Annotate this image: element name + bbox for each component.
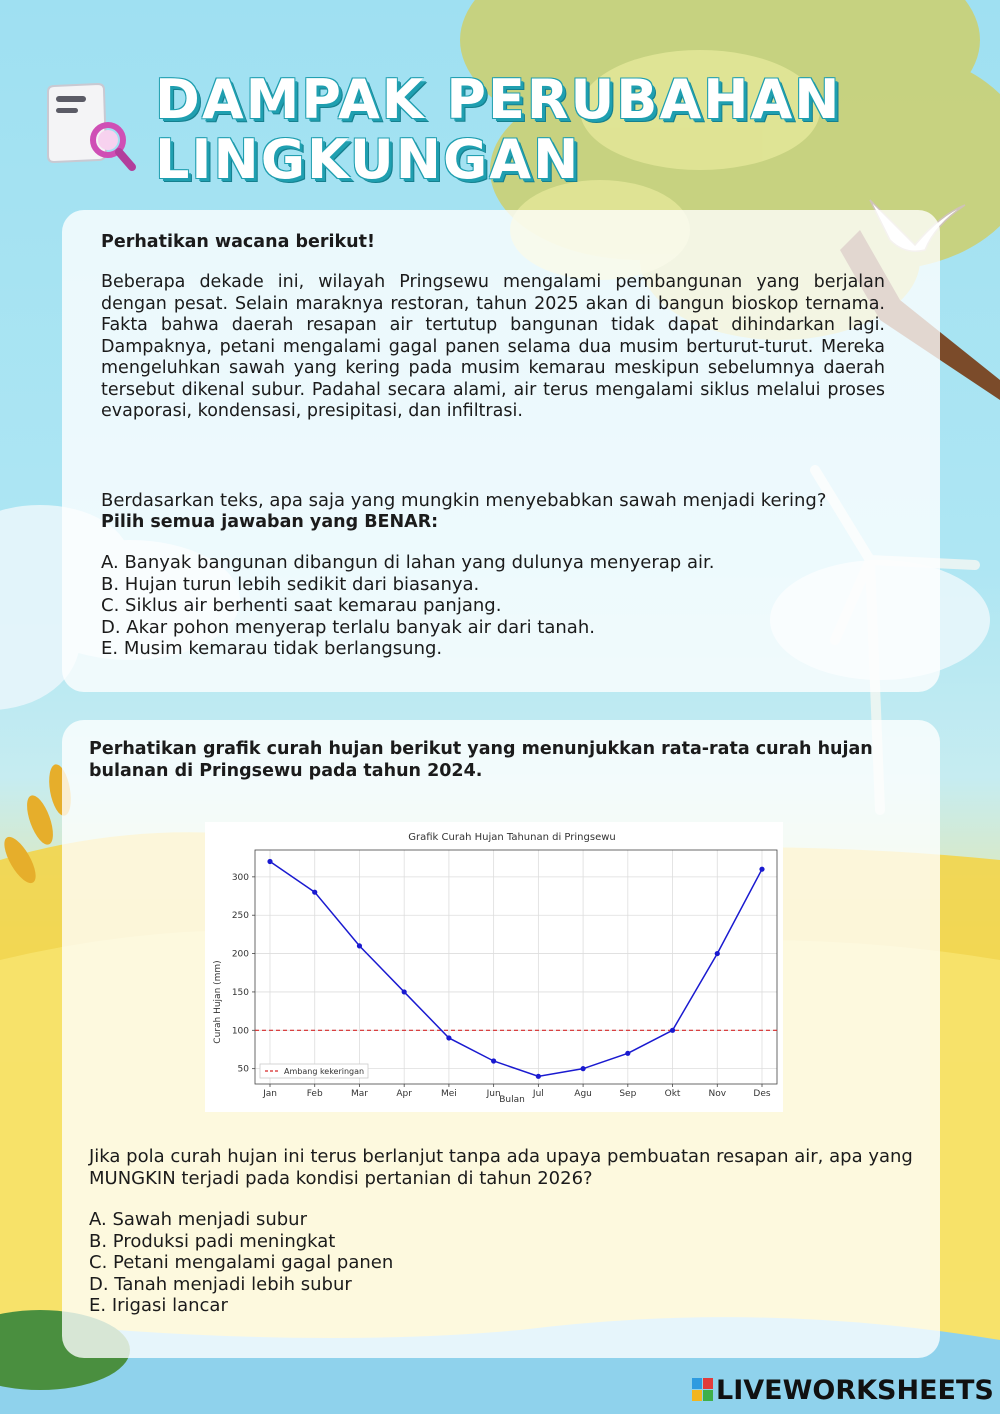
chart-series — [267, 859, 764, 1079]
passage-text: Beberapa dekade ini, wilayah Pringsewu mengalami pembangunan yang berjalan dengan pesat. Selain maraknya restoran, tahun 2025 akan di bangun bioskop ternama. Fakta bahwa daerah resapan air tertutup bangunan tidak dapat dihindarkan lagi. Dampaknya, petani mengalami gagal panen selama dua musim berturut-turut. Mereka mengeluhkan sawah yang kering pada musim kemarau meskipun sebelumnya daerah tersebut dikenal subur. Padahal secara alami, air terus mengalami siklus melalui proses evaporasi, kondensasi, presipitasi, dan infiltrasi. — [101, 272, 885, 421]
x-tick-label: Apr — [396, 1089, 412, 1099]
x-tick-label: Jun — [486, 1089, 501, 1099]
data-point — [446, 1035, 451, 1040]
chart-legend — [260, 1064, 368, 1078]
data-point — [536, 1074, 541, 1079]
chart-axes — [232, 850, 777, 1099]
q2-option-e[interactable]: E. Irigasi lancar — [89, 1295, 228, 1316]
q1-option-d[interactable]: D. Akar pohon menyerap terlalu banyak air dari tanah. — [101, 617, 595, 638]
q2-option-b[interactable]: B. Produksi padi meningkat — [89, 1231, 336, 1252]
rainfall-chart — [205, 822, 783, 1112]
data-point — [715, 951, 720, 956]
data-point — [357, 943, 362, 948]
x-tick-label: Des — [753, 1089, 771, 1099]
data-point — [402, 989, 407, 994]
y-tick-label: 150 — [231, 987, 249, 998]
y-tick-label: 100 — [231, 1026, 249, 1037]
data-point — [267, 859, 272, 864]
data-point — [625, 1051, 630, 1056]
x-tick-label: Agu — [574, 1089, 592, 1099]
y-tick-label: 300 — [231, 872, 249, 883]
q2-option-a[interactable]: A. Sawah menjadi subur — [89, 1209, 307, 1230]
logo-text: LIVEWORKSHEETS — [716, 1374, 994, 1406]
q1-option-b[interactable]: B. Hujan turun lebih sedikit dari biasanya. — [101, 574, 480, 595]
question-2: Jika pola curah hujan ini terus berlanjut tanpa ada upaya pembuatan resapan air, apa yang MUNGKIN terjadi pada kondisi pertanian di tahun 2026? — [89, 1146, 913, 1189]
x-tick-label: Feb — [306, 1089, 323, 1099]
chart-grid — [255, 850, 777, 1084]
document-search-icon — [40, 82, 140, 177]
title-line-2: LINGKUNGAN — [155, 128, 581, 191]
y-tick-label: 50 — [237, 1064, 249, 1075]
page-title — [155, 70, 841, 190]
q1-option-c[interactable]: C. Siklus air berhenti saat kemarau panjang. — [101, 595, 502, 616]
q2-option-c[interactable]: C. Petani mengalami gagal panen — [89, 1252, 394, 1273]
liveworksheets-badge-icon — [692, 1378, 714, 1402]
legend-label: Ambang kekeringan — [284, 1067, 365, 1076]
series-line — [270, 862, 762, 1077]
plot-frame — [255, 850, 777, 1084]
x-tick-label: Nov — [708, 1089, 727, 1099]
data-point — [759, 867, 764, 872]
x-tick-label: Mei — [441, 1089, 457, 1099]
question-1: Berdasarkan teks, apa saja yang mungkin menyebabkan sawah menjadi kering? — [101, 490, 827, 511]
x-tick-label: Jan — [263, 1089, 277, 1099]
title-line-1: DAMPAK PERUBAHAN — [155, 68, 842, 131]
question-1-instruction: Pilih semua jawaban yang BENAR: — [101, 512, 439, 532]
chart-ylabel: Curah Hujan (mm) — [213, 960, 223, 1044]
x-tick-label: Jul — [532, 1089, 544, 1099]
rainfall-chart-svg — [205, 822, 783, 1112]
x-tick-label: Okt — [664, 1089, 681, 1099]
data-point — [491, 1058, 496, 1063]
q1-option-e[interactable]: E. Musim kemarau tidak berlangsung. — [101, 638, 443, 659]
q1-option-a[interactable]: A. Banyak bangunan dibangun di lahan yang dulunya menyerap air. — [101, 552, 715, 573]
chart-title: Grafik Curah Hujan Tahunan di Pringsewu — [408, 832, 616, 843]
data-point — [580, 1066, 585, 1071]
y-tick-label: 200 — [231, 949, 249, 960]
x-tick-label: Mar — [350, 1089, 368, 1099]
data-point — [312, 890, 317, 895]
chart-xlabel: Bulan — [499, 1095, 525, 1105]
x-tick-label: Sep — [619, 1089, 637, 1099]
section1-heading: Perhatikan wacana berikut! — [101, 232, 375, 252]
liveworksheets-logo[interactable] — [692, 1374, 994, 1406]
q2-option-d[interactable]: D. Tanah menjadi lebih subur — [89, 1274, 352, 1295]
section2-heading: Perhatikan grafik curah hujan berikut yang menunjukkan rata-rata curah hujan bulanan di Pringsewu pada tahun 2024. — [89, 739, 873, 781]
data-point — [670, 1028, 675, 1033]
y-tick-label: 250 — [231, 911, 249, 922]
